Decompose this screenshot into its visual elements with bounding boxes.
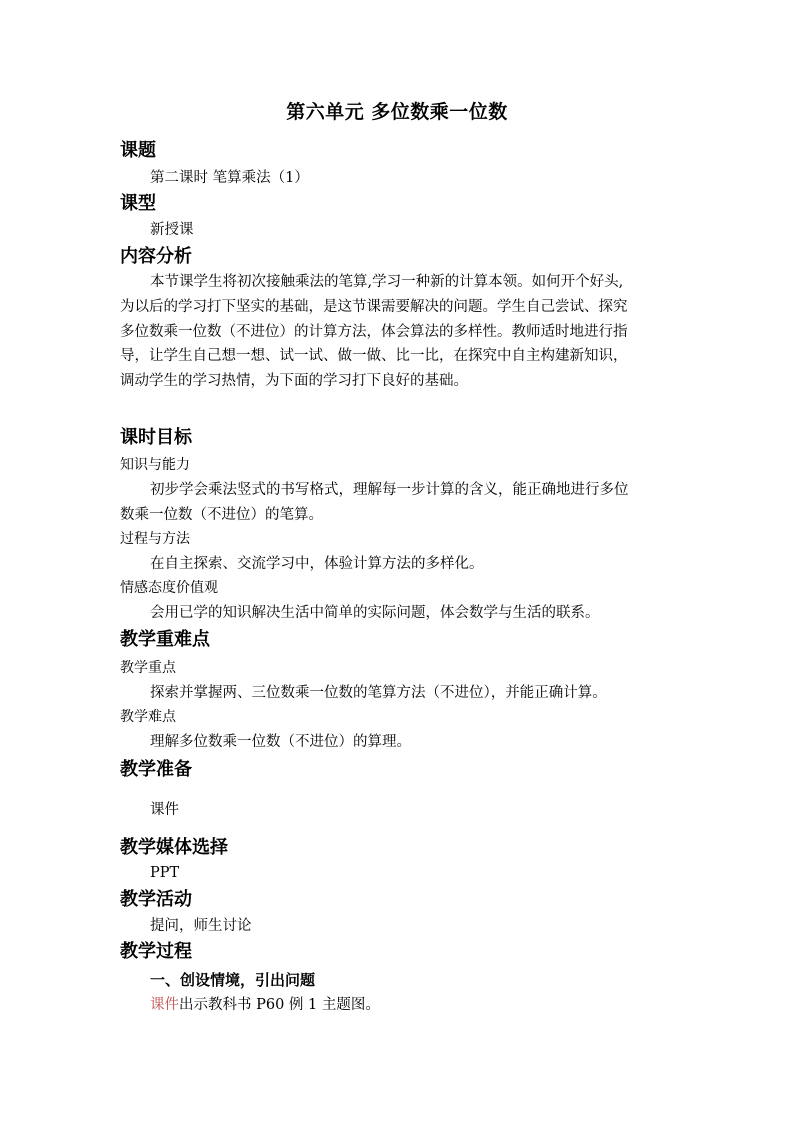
topic-text: 第二课时 笔算乘法（1） [150,170,309,186]
media-text: PPT [150,865,180,881]
process-method-text: 在自主探索、交流学习中，体验计算方法的多样化。 [150,556,484,572]
step-1-description: 出示教科书 P60 例 1 主题图。 [179,997,380,1013]
analysis-line-1: 本节课学生将初次接触乘法的笔算,学习一种新的计算本领。如何开个好头, [150,274,624,290]
label-difficulty: 教学难点 [120,709,176,725]
type-text: 新授课 [150,222,194,238]
analysis-line-3: 多位数乘一位数（不进位）的计算方法，体会算法的多样性。教师适时地进行指 [120,324,628,340]
process-step-1: 一、创设情境，引出问题 [150,971,316,989]
process-step-1-text [150,995,380,1015]
heading-preparation: 教学准备 [120,759,192,780]
heading-media: 教学媒体选择 [120,837,228,858]
knowledge-line-1: 初步学会乘法竖式的书写格式，理解每一步计算的含义，能正确地进行多位 [150,482,629,498]
heading-key-points: 教学重难点 [120,629,210,650]
highlight-courseware: 课件 [150,997,179,1013]
label-focus: 教学重点 [120,660,176,676]
heading-activity: 教学活动 [120,889,192,910]
heading-process: 教学过程 [120,941,192,962]
analysis-line-2: 为以后的学习打下坚实的基础，是这节课需要解决的问题。学生自己尝试、探究 [120,299,628,315]
label-emotion: 情感态度价值观 [120,580,218,596]
knowledge-line-2: 数乘一位数（不进位）的笔算。 [120,507,323,523]
heading-type: 课型 [120,193,156,214]
label-knowledge: 知识与能力 [120,457,190,473]
heading-analysis: 内容分析 [120,246,192,267]
document-title: 第六单元 多位数乘一位数 [286,101,508,123]
focus-text: 探索并掌握两、三位数乘一位数的笔算方法（不进位），并能正确计算。 [150,685,607,701]
activity-text: 提问，师生讨论 [150,918,252,934]
analysis-line-5: 调动学生的学习热情，为下面的学习打下良好的基础。 [120,373,468,389]
label-process-method: 过程与方法 [120,531,190,547]
analysis-line-4: 导，让学生自己想一想、试一试、做一做、比一比，在探究中自主构建新知识， [120,348,628,364]
heading-objectives: 课时目标 [120,427,192,448]
difficulty-text: 理解多位数乘一位数（不进位）的算理。 [150,734,411,750]
emotion-text: 会用已学的知识解决生活中简单的实际问题，体会数学与生活的联系。 [150,605,600,621]
preparation-text: 课件 [150,802,179,818]
heading-topic: 课题 [120,140,156,161]
